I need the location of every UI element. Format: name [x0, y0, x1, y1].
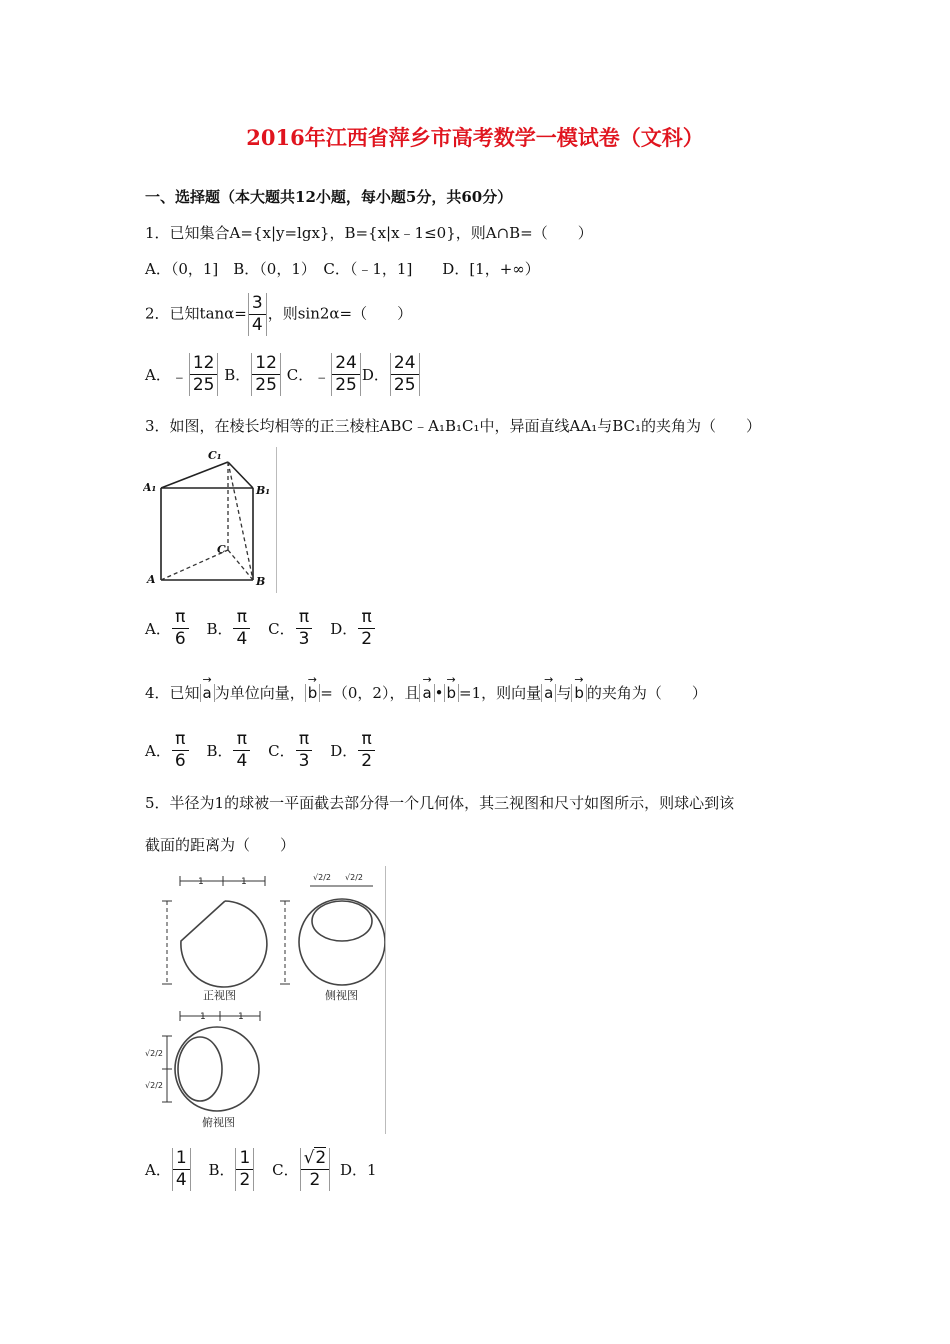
question-2-stem	[145, 293, 412, 336]
fraction-denominator: 25	[393, 375, 416, 395]
fraction-numerator: π	[358, 607, 375, 629]
question-3-options	[145, 607, 376, 650]
fraction-denominator: 2	[309, 1170, 321, 1190]
dim-sqrt2-top: √2/2	[145, 1049, 163, 1058]
option-a-label: A．	[145, 620, 171, 638]
fraction-denominator: 3	[298, 629, 310, 649]
label-c1: C₁	[208, 449, 222, 462]
option-c-label: C．	[272, 1161, 299, 1179]
question-5-line-2: 截面的距离为（ ）	[145, 836, 296, 854]
dim-one-right: 1	[241, 877, 247, 887]
fraction-numerator: 1	[173, 1148, 190, 1170]
label-b1: B₁	[256, 484, 271, 497]
q4-text-5: 与	[556, 684, 572, 702]
option-a-label: A．	[145, 366, 171, 384]
option-a-label: A．	[145, 1161, 171, 1179]
side-view-label: 侧视图	[325, 989, 358, 1002]
prism-figure	[143, 447, 277, 593]
dot-operator: •	[434, 684, 444, 702]
vector-a: → a	[541, 684, 556, 702]
fraction-denominator: 3	[298, 751, 310, 771]
q4-text-3: =（0，2），且	[320, 684, 420, 702]
fraction-denominator: 2	[361, 629, 373, 649]
fraction-numerator: 3	[249, 293, 266, 315]
option-d-label: D．	[361, 366, 389, 384]
fraction-numerator: π	[233, 729, 250, 751]
fraction-denominator: 25	[192, 375, 215, 395]
option-d-fraction	[358, 607, 375, 650]
option-b-fraction	[233, 607, 250, 650]
fraction-denominator: 4	[236, 629, 248, 649]
fraction-numerator: 24	[391, 353, 419, 375]
fraction-numerator: π	[233, 607, 250, 629]
vector-a: → a	[419, 684, 434, 702]
fraction-denominator: 6	[174, 629, 186, 649]
fraction-numerator: π	[358, 729, 375, 751]
page-title: 2016年江西省萍乡市高考数学一模试卷（文科）	[246, 125, 704, 150]
fraction-numerator: π	[296, 607, 313, 629]
option-b-label: B．	[208, 1161, 235, 1179]
option-a-sign: ﹣	[170, 367, 188, 387]
label-a: A	[147, 573, 156, 586]
radicand: 2	[315, 1148, 327, 1168]
fraction-denominator: 2	[239, 1170, 251, 1190]
three-view-diagram	[145, 866, 385, 1134]
option-c-label: C．	[286, 366, 314, 384]
option-a-fraction	[172, 607, 189, 650]
option-b-label: B．	[206, 742, 233, 760]
fraction-denominator: 2	[361, 751, 373, 771]
section-heading: 一、选择题（本大题共12小题，每小题5分，共60分）	[145, 188, 513, 206]
option-b-fraction	[235, 1148, 254, 1191]
option-b-fraction	[251, 353, 281, 396]
tan-fraction	[248, 293, 267, 336]
option-b-label: B．	[206, 620, 233, 638]
question-5-options	[145, 1148, 377, 1191]
question-4-stem	[145, 682, 707, 703]
option-d-label: D．	[330, 742, 358, 760]
fraction-denominator: 6	[174, 751, 186, 771]
fraction-denominator: 4	[175, 1170, 187, 1190]
option-c-fraction	[296, 607, 313, 650]
fraction-denominator: 25	[255, 375, 277, 395]
dim-sqrt2-left: √2/2	[313, 873, 331, 882]
option-a-label: A．	[145, 742, 171, 760]
q4-text-6: 的夹角为（ ）	[586, 684, 707, 702]
vector-b: → b	[571, 684, 587, 702]
sqrt-symbol: √2	[303, 1148, 327, 1168]
dim-one-top-left: 1	[200, 1012, 206, 1022]
label-c: C	[217, 543, 226, 556]
fraction-numerator: π	[296, 729, 313, 751]
option-c-label: C．	[268, 742, 295, 760]
label-b: B	[256, 575, 266, 588]
option-c-fraction	[331, 353, 361, 396]
option-c-fraction	[300, 1148, 331, 1191]
prism-diagram	[143, 447, 276, 593]
top-view-label: 俯视图	[202, 1116, 235, 1129]
vector-a: → a	[200, 684, 215, 702]
question-1-options: A．（0，1] B．（0，1） C．（﹣1，1] D．[1，+∞）	[145, 260, 540, 278]
option-d-label: D．	[330, 620, 358, 638]
three-view-figure	[145, 866, 386, 1134]
q4-text-1: 4．已知	[145, 684, 200, 702]
question-4-options	[145, 729, 376, 772]
option-c-fraction	[296, 729, 313, 772]
dim-sqrt2-bottom: √2/2	[145, 1081, 163, 1090]
option-c-label: C．	[268, 620, 295, 638]
question-2-prefix: 2．已知tanα=	[145, 304, 247, 323]
q4-text-4: =1，则向量	[459, 684, 542, 702]
vector-b: → b	[305, 684, 321, 702]
question-1-text: 1．已知集合A={x|y=lgx}，B={x|x﹣1≤0}，则A∩B=（ ）	[145, 224, 593, 242]
option-a-fraction	[172, 729, 189, 772]
fraction-numerator: 12	[190, 353, 218, 375]
fraction-denominator: 4	[251, 315, 263, 335]
option-d-fraction	[358, 729, 375, 772]
fraction-numerator: 1	[236, 1148, 253, 1170]
option-a-fraction	[172, 1148, 191, 1191]
option-d-fraction	[390, 353, 420, 396]
vector-b: → b	[444, 684, 460, 702]
q4-text-2: 为单位向量，	[214, 684, 305, 702]
question-2-options	[145, 353, 421, 396]
label-a1: A₁	[143, 481, 157, 494]
question-5-line-1: 5．半径为1的球被一平面截去部分得一个几何体，其三视图和尺寸如图所示，则球心到该	[145, 794, 735, 812]
fraction-numerator: π	[172, 729, 189, 751]
question-2-suffix: ，则sin2α=（ ）	[267, 304, 413, 323]
fraction-denominator: 25	[335, 375, 357, 395]
fraction-numerator: π	[172, 607, 189, 629]
fraction-numerator	[301, 1148, 330, 1170]
option-b-label: B．	[224, 366, 251, 384]
question-3-text: 3．如图，在棱长均相等的正三棱柱ABC﹣A₁B₁C₁中，异面直线AA₁与BC₁的夹角为（ ）	[145, 417, 761, 435]
option-b-fraction	[233, 729, 250, 772]
dim-one-left: 1	[198, 877, 204, 887]
option-c-sign: ﹣	[313, 367, 331, 387]
option-d: D．1	[340, 1161, 377, 1179]
option-a-fraction	[189, 353, 219, 396]
dim-one-top-right: 1	[238, 1012, 244, 1022]
front-view-label: 正视图	[203, 989, 236, 1002]
dim-sqrt2-right: √2/2	[345, 873, 363, 882]
fraction-numerator: 24	[332, 353, 360, 375]
fraction-numerator: 12	[252, 353, 280, 375]
fraction-denominator: 4	[236, 751, 248, 771]
